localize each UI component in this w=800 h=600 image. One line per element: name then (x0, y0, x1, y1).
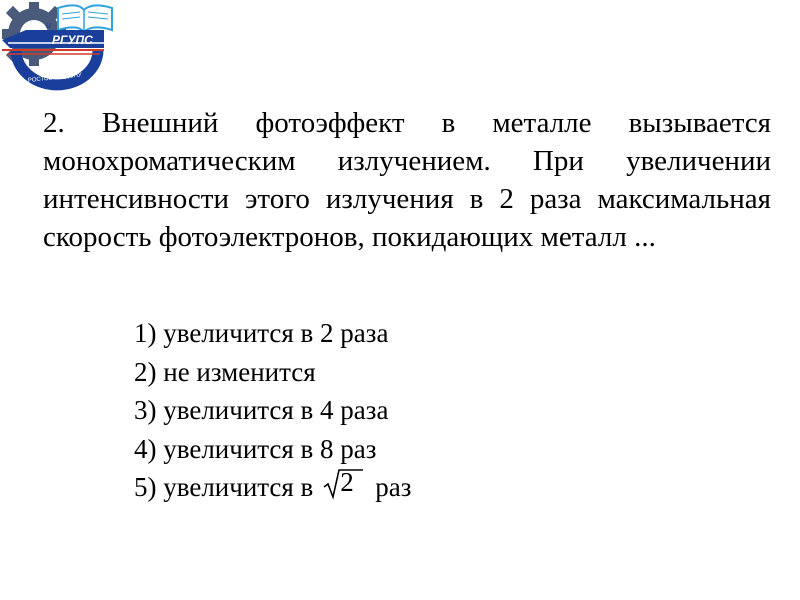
svg-text:u: u (46, 20, 51, 31)
answer-options-list (134, 314, 411, 507)
answer-option-1[interactable]: 1) увеличится в 2 раза (134, 318, 389, 348)
logo-ring-text: РОСТОВ-НА-ДОНУ (27, 72, 83, 85)
answer-option-2[interactable]: 2) не изменится (134, 356, 316, 387)
logo-text: РГУПС (52, 33, 93, 47)
square-root-radicand: 2 (340, 467, 354, 497)
answer-option-3[interactable]: 3) увеличится в 4 раза (134, 395, 389, 425)
answer-option-5-suffix: раз (375, 472, 412, 502)
answer-option-4[interactable]: 4) увеличится в 8 раз (134, 433, 377, 464)
square-root-expression (323, 468, 365, 500)
logo-emblem-icon (0, 0, 115, 92)
answer-option-5[interactable] (134, 468, 411, 507)
answer-option-5-prefix: 5) увеличится в (134, 472, 314, 502)
question-text: 2. Внешний фотоэффект в металле вызывается монохроматическим излучением. При увеличении интенсивности этого излучения в 2 раза максимальная скорость фотоэлектронов, покидающих металл ... (43, 107, 771, 253)
university-logo (0, 0, 115, 92)
